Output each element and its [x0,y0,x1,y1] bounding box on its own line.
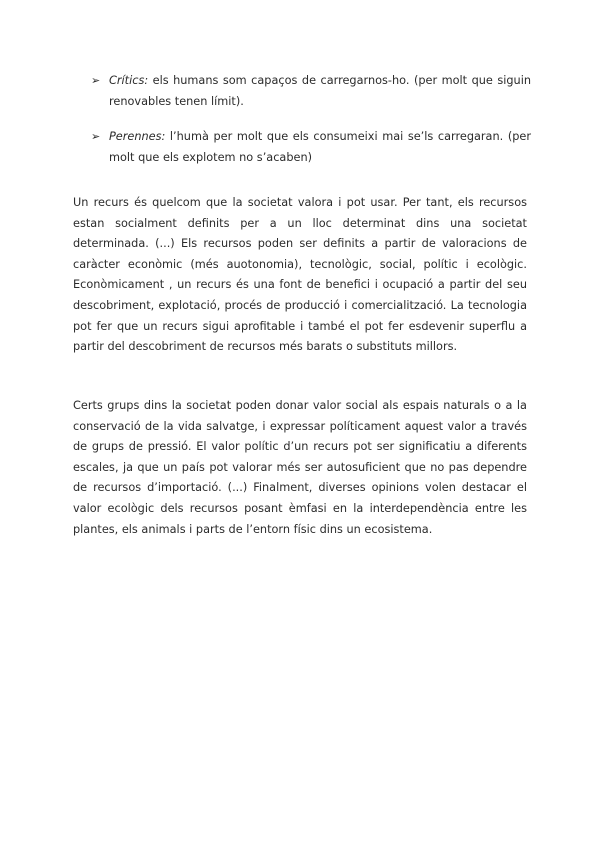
list-item-critics [91,70,531,112]
resource-types-list [91,70,531,182]
paragraph-resource-definition: Un recurs és quelcom que la societat valora i pot usar. Per tant, els recursos estan socialment definits per a un lloc determinat dins una societat determinada. (...) Els recursos poden ser definits a partir de valoracions de caràcter econòmic (més auotonomia), tecnològic, social, polític i ecològic. Econòmicament , un recurs és una font de benefici i ocupació a partir del seu descobriment, explotació, procés de producció i comercialització. La tecnologia pot fer que un recurs sigui aprofitable i també el pot fer esdevenir superflu a partir del descobriment de recursos més barats o substituts millors. [73,196,527,354]
arrow-bullet-icon: ➢ [91,74,101,87]
arrow-bullet-icon: ➢ [91,130,101,143]
term-perennes: Perennes: [109,130,166,143]
definition-critics: els humans som capaços de carregarnos-ho. (per molt que siguin renovables tenen límit). [109,74,531,108]
definition-perennes: l’humà per molt que els consumeixi mai se’ls carregaran. (per molt que els explotem no s’acaben) [109,130,531,164]
paragraph-social-value: Certs grups dins la societat poden donar valor social als espais naturals o a la conservació de la vida salvatge, i expressar políticament aquest valor a través de grups de pressió. El valor polític d’un recurs pot ser significatiu a diferents escales, ja que un país pot valorar més ser autosuficient que no pas dependre de recursos d’importació. (...) Finalment, diverses opinions volen destacar el valor ecològic dels recursos posant èmfasi en la interdependència entre les plantes, els animals i parts de l’entorn físic dins un ecosistema. [73,399,527,536]
term-critics: Crítics: [109,74,149,87]
list-item-perennes [91,126,531,168]
